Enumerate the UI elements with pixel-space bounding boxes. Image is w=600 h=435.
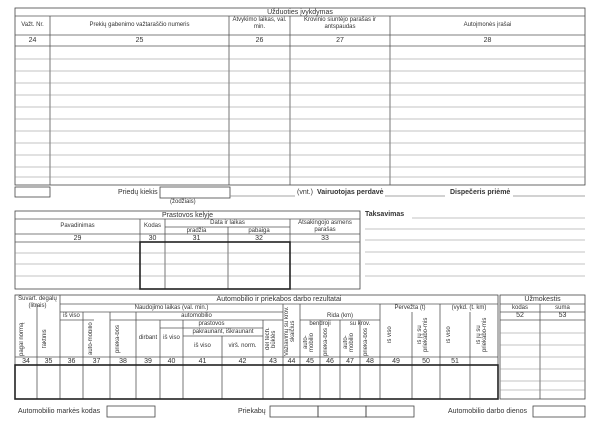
num-48: 48 bbox=[366, 358, 374, 365]
num-42: 42 bbox=[238, 358, 247, 365]
header-siuntejo-parasas: Krovinio siuntėjo parašas ir antspaudas bbox=[303, 17, 377, 30]
is-viso3-header: iš viso bbox=[194, 343, 211, 349]
uzduoties-title: Užduoties įvykdymas bbox=[267, 9, 333, 16]
num-51: 51 bbox=[451, 358, 459, 365]
pagal-normas-header: pagal normą bbox=[19, 322, 25, 356]
faktinis-header: faktinis bbox=[42, 329, 48, 349]
priekabu-label: Priekabų bbox=[238, 408, 266, 415]
num-47: 47 bbox=[346, 358, 354, 365]
dirbant-header: dirbant bbox=[138, 335, 158, 341]
num-25: 25 bbox=[135, 37, 144, 44]
header-prekiu-numeris: Prekių gabenimo važtaraščio numeris bbox=[89, 22, 190, 28]
prastovos-title: Prastovos kelyje bbox=[162, 212, 213, 219]
num-50: 50 bbox=[422, 358, 430, 365]
data-laikas-header: Data ir laikas bbox=[210, 220, 245, 226]
pradzia-header: pradžia bbox=[186, 228, 207, 234]
is-viso2-header: iš viso bbox=[163, 335, 180, 341]
uzmokestis-title: Užmokestis bbox=[524, 296, 561, 303]
num-32: 32 bbox=[255, 235, 263, 242]
pabaiga-header: pabaiga bbox=[248, 228, 270, 234]
num-28: 28 bbox=[483, 37, 492, 44]
is-jos-prk-header: iš jų su priekabo-mis bbox=[417, 317, 429, 353]
automobilio-header: automobilio bbox=[181, 313, 212, 319]
dispeceris-label: Dispečeris priėmė bbox=[450, 189, 511, 196]
markes-kodas-label: Automobilio markės kodas bbox=[18, 408, 101, 415]
zodziais-label: (žodžiais) bbox=[170, 199, 196, 205]
num-29: 29 bbox=[73, 235, 82, 242]
vairuotojas-label: Vairuotojas perdavė bbox=[317, 189, 384, 196]
num-53: 53 bbox=[558, 312, 567, 319]
header-vazt-nr: Važt. Nr. bbox=[21, 22, 44, 28]
is-viso4-header: iš viso bbox=[387, 326, 393, 344]
num-44: 44 bbox=[287, 358, 296, 365]
prieka3-header: prieka-bos bbox=[363, 327, 369, 356]
pavadinimas-header: Pavadinimas bbox=[60, 223, 95, 229]
header-atvykimo-laikas: Atvykimo laikas, val. min. bbox=[232, 17, 287, 30]
auto2-header: auto-mobilio bbox=[303, 332, 315, 352]
auto-bilio-header: auto-mobilio bbox=[88, 322, 94, 356]
del-tech-header: dėl tech. būklės bbox=[265, 327, 277, 351]
num-43: 43 bbox=[269, 358, 277, 365]
vykd-header: (vykd. (t. km) bbox=[451, 305, 487, 311]
header-autoimones-irasai: Autoįmonės įrašai bbox=[463, 22, 512, 28]
su-krov-header: su krov. bbox=[349, 321, 371, 327]
uzm-kodas-header: kodas bbox=[511, 305, 528, 311]
rida-header: Rida (km) bbox=[326, 313, 353, 319]
naudojimo-laikas-header: Naudojimo laikas (val. min.) bbox=[134, 305, 209, 311]
bendroji-header: bendroji bbox=[309, 321, 331, 327]
is-viso5-header: iš viso bbox=[446, 326, 452, 344]
prieka2-header: prieka-bos bbox=[323, 327, 329, 356]
prieka-bos-header: prieka-bos bbox=[115, 325, 121, 354]
num-24: 24 bbox=[28, 37, 37, 44]
pakraunant-header: pakraunant, iškraunant bbox=[192, 329, 254, 335]
num-26: 26 bbox=[255, 37, 264, 44]
num-49: 49 bbox=[392, 358, 400, 365]
vnt-label: (vnt.) bbox=[297, 189, 313, 196]
num-38: 38 bbox=[119, 358, 127, 365]
num-31: 31 bbox=[192, 235, 201, 242]
num-45: 45 bbox=[306, 358, 314, 365]
num-35: 35 bbox=[44, 358, 53, 365]
num-34: 34 bbox=[22, 358, 30, 365]
perveze-header: Pervežta (t) bbox=[394, 305, 426, 311]
is-jos2-header: iš jų su priekabo-mis bbox=[476, 317, 488, 353]
is-viso-header: iš viso bbox=[63, 313, 80, 319]
suvart-degalu-header: Suvart. degalų (litrais) bbox=[18, 296, 57, 309]
taksavimas-label: Taksavimas bbox=[365, 211, 405, 218]
prastovos-header: prastovos bbox=[198, 321, 225, 327]
kodas-header: Kodas bbox=[143, 223, 161, 229]
rezultatai-title: Automobilio ir priekabos darbo rezultatai bbox=[216, 296, 342, 303]
num-33: 33 bbox=[321, 235, 329, 242]
num-46: 46 bbox=[326, 358, 334, 365]
num-52: 52 bbox=[516, 312, 524, 319]
num-41: 41 bbox=[198, 358, 207, 365]
virs-norm-header: virš. norm. bbox=[228, 343, 257, 349]
darbo-dienos-label: Automobilio darbo dienos bbox=[448, 408, 527, 415]
num-30: 30 bbox=[148, 235, 157, 242]
vaziavimu-header: Važiavimų su krov. skaičius bbox=[284, 306, 296, 356]
num-40: 40 bbox=[167, 358, 176, 365]
priedu-kiekis-label: Priedų kiekis bbox=[118, 189, 158, 196]
uzm-suma-header: suma bbox=[555, 305, 570, 311]
num-39: 39 bbox=[144, 358, 152, 365]
num-37: 37 bbox=[92, 358, 101, 365]
atsakingojo-header: Atsakingojo asmens parašas bbox=[298, 220, 352, 233]
auto3-header: auto-mobilio bbox=[343, 332, 355, 352]
num-27: 27 bbox=[336, 37, 344, 44]
num-36: 36 bbox=[67, 358, 76, 365]
